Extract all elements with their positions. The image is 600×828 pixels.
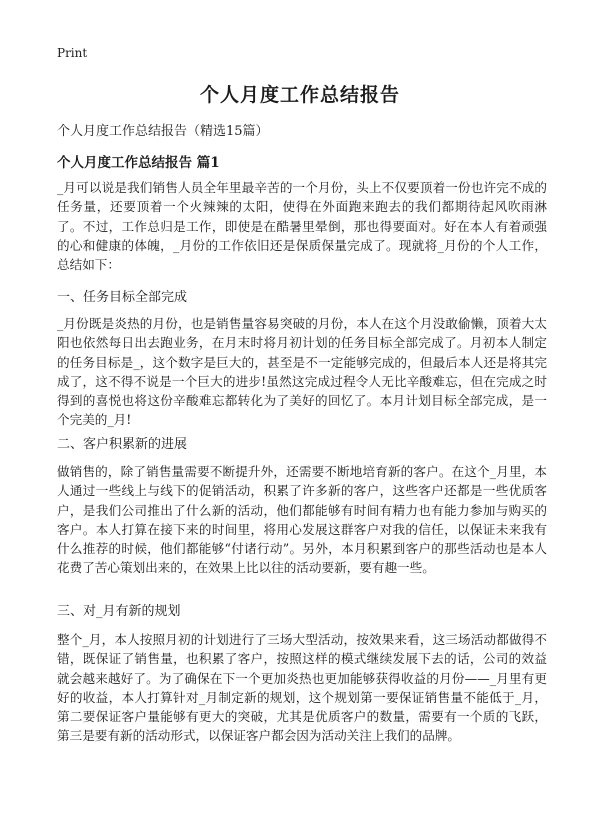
sub-heading-new-plan: 三、对_月有新的规划 bbox=[57, 604, 181, 619]
paragraph-intro: _月可以说是我们销售人员全年里最辛苦的一个月份，头上不仅要顶着一份也许完不成的任务量，还要顶着一个火辣辣的太阳，使得在外面跑来跑去的我们都期待起风吹雨淋了。不过，工作总归是工作，即使是在酷暑里晕倒，那也得要面对。好在本人有着顽强的心和健康的体魄，_月份的工作依旧还是保质保量完成了。现就将_月份的个人工作，总结如下： bbox=[57, 180, 547, 273]
paragraph-new-plan: 整个_月，本人按照月初的计划进行了三场大型活动，按效果来看，这三场活动都做得不错，既保证了销售量，也积累了客户，按照这样的模式继续发展下去的话，公司的效益就会越来越好了。为了确保在下一个更加炎热也更加能够获得收益的月份——_月里有更好的收益，本人打算针对_月制定新的规划，这个规划第一要保证销售量不能低于_月，第二要保证客户量能够有更大的突破，尤其是优质客户的数量，需要有一个质的飞跃，第三是要有新的活动形式，以保证客户都会因为活动关注上我们的品牌。 bbox=[57, 632, 547, 744]
paragraph-customer-progress: 做销售的，除了销售量需要不断提升外，还需要不断地培育新的客户。在这个_月里，本人通过一些线上与线下的促销活动，积累了许多新的客户，这些客户还都是一些优质客户，是我们公司推出了什么新的活动，他们都能够有时间有精力也有能力参加与购买的客户。本人打算在接下来的时间里，将用心发展这群客户对我的信任，以保证未来我有什么推荐的时候，他们都能够“付诸行动”。另外，本月积累到客户的那些活动也是本人花费了苦心策划出来的，在效果上比以往的活动要新，要有趣一些。 bbox=[57, 464, 547, 576]
sub-heading-customer-progress: 二、客户积累新的进展 bbox=[57, 437, 188, 452]
print-link[interactable]: Print bbox=[57, 46, 88, 60]
section-heading: 个人月度工作总结报告 篇1 bbox=[57, 155, 220, 171]
paragraph-task-goals: _月份既是炎热的月份，也是销售量容易突破的月份，本人在这个月没敢偷懒，顶着大太阳也依然每日出去跑业务，在月末时将月初计划的任务目标全部完成了。月初本人制定的任务目标是_，这个数字是巨大的，甚至是不一定能够完成的，但最后本人还是将其完成了，这不得不说是一个巨大的进步!虽然这完成过程令人无比辛酸难忘，但在完成之时得到的喜悦也将这份辛酸难忘都转化为了美好的回忆了。本月计划目标全部完成，是一个完美的_月! bbox=[57, 316, 547, 428]
document-subtitle: 个人月度工作总结报告（精选15篇） bbox=[57, 124, 269, 139]
document-title: 个人月度工作总结报告 bbox=[199, 84, 400, 106]
sub-heading-task-goals: 一、任务目标全部完成 bbox=[57, 290, 188, 305]
